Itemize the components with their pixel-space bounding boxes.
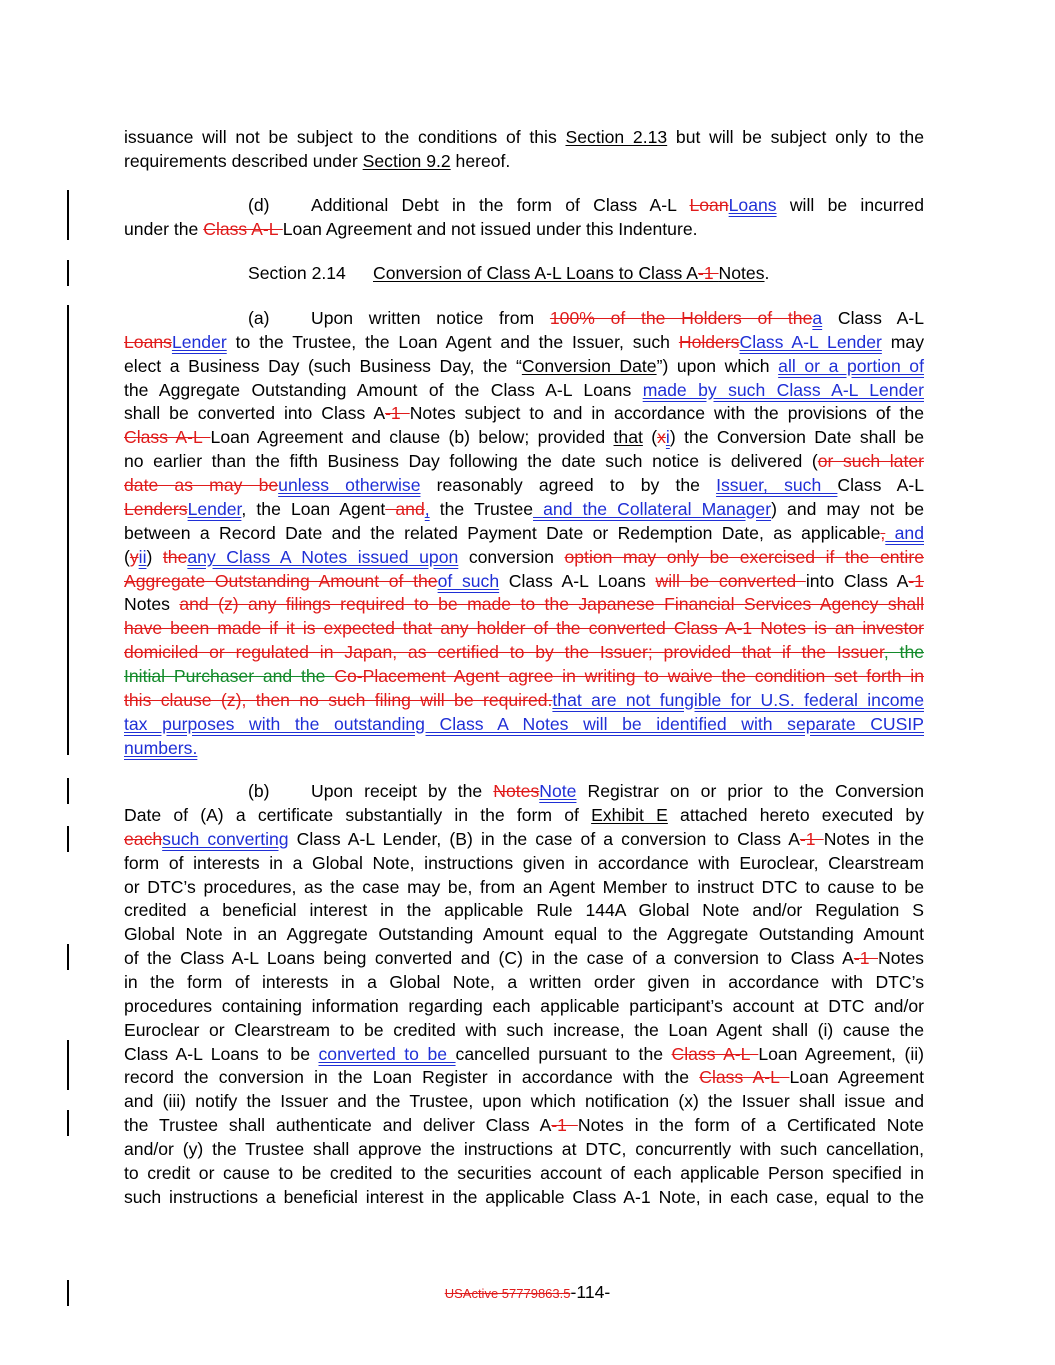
- change-bar: [67, 1110, 69, 1136]
- paragraph-b-line: and (iii) notify the Issuer and the Trustee, upon which notification (x) the Issuer shall issue and: [124, 1091, 924, 1111]
- change-bar: [67, 1040, 69, 1090]
- paragraph-b-line: eachsuch converting Class A-L Lender, (B) in the case of a conversion to Class A-1 Notes in the: [124, 829, 924, 849]
- paragraph-b-line: Euroclear or Clearstream to be credited with such increase, the Loan Agent shall (i) cause the: [124, 1020, 924, 1040]
- page-number: -114-: [570, 1282, 611, 1302]
- change-bar: [67, 944, 69, 970]
- paragraph-b-line: Date of (A) a certificate substantially in the form of Exhibit E attached hereto executed by: [124, 805, 924, 825]
- change-bar: [67, 778, 69, 804]
- section-heading: Section 2.14 Conversion of Class A-L Loans to Class A-1 Notes.: [248, 263, 770, 283]
- change-bar: [67, 826, 69, 852]
- paragraph-b-line: form of interests in a Global Note, instructions given in accordance with Euroclear, Clearstream: [124, 853, 924, 873]
- paragraph-a-line: (yii) theany Class A Notes issued upon conversion option may only be exercised if the entire: [124, 547, 924, 567]
- paragraph-d-line: under the Class A-L Loan Agreement and not issued under this Indenture.: [124, 219, 698, 239]
- paragraph-b-line: the Trustee shall authenticate and deliver Class A-1 Notes in the form of a Certificated Note: [124, 1115, 924, 1135]
- paragraph-a-line: Class A-L Loan Agreement and clause (b) below; provided that (xi) the Conversion Date shall be: [124, 427, 924, 447]
- paragraph-a-line: have been made if it is expected that any holder of the converted Class A-1 Notes is an investor: [124, 618, 924, 638]
- paragraph-a-line: LoansLender to the Trustee, the Loan Agent and the Issuer, such HoldersClass A-L Lender may: [124, 332, 924, 352]
- paragraph-b-line: Global Note in an Aggregate Outstanding Amount equal to the Aggregate Outstanding Amount: [124, 924, 924, 944]
- paragraph-label: (b): [248, 781, 270, 801]
- exhibit-reference: Exhibit E: [591, 805, 668, 825]
- paragraph-label: (a): [248, 308, 270, 328]
- paragraph-b-line: credited a beneficial interest in the applicable Rule 144A Global Note and/or Regulation S: [124, 900, 924, 920]
- paragraph-b-line: record the conversion in the Loan Register in accordance with the Class A-L Loan Agreement: [124, 1067, 924, 1087]
- paragraph-a-line: tax purposes with the outstanding Class A Notes will be identified with separate CUSIP: [124, 714, 924, 734]
- paragraph-b-line: to credit or cause to be credited to the securities account of each applicable Person specified in: [124, 1163, 924, 1183]
- paragraph-line: issuance will not be subject to the conditions of this Section 2.13 but will be subject only to the: [124, 127, 924, 147]
- paragraph-b-line: of the Class A-L Loans being converted and (C) in the case of a conversion to Class A-1 Notes: [124, 948, 924, 968]
- paragraph-b-line: procedures containing information regarding each applicable participant’s account at DTC and/or: [124, 996, 924, 1016]
- paragraph-a-line: numbers.: [124, 738, 198, 758]
- paragraph-a-line: elect a Business Day (such Business Day, the “Conversion Date”) upon which all or a portion of: [124, 356, 924, 376]
- paragraph-a-line: date as may beunless otherwise reasonably agreed to by the Issuer, such Class A-L: [124, 475, 924, 495]
- paragraph-a-line: between a Record Date and the related Payment Date or Redemption Date, as applicable, and: [124, 523, 924, 543]
- paragraph-a-line: Notes and (z) any filings required to be made to the Japanese Financial Services Agency shall: [124, 594, 924, 614]
- document-id: USActive 57779863.5: [444, 1286, 571, 1301]
- paragraph-label: (d): [248, 195, 270, 215]
- paragraph-a-line: no earlier than the fifth Business Day following the date such notice is delivered (or such later: [124, 451, 924, 471]
- section-number: Section 2.14: [248, 263, 346, 283]
- page-footer: [0, 1280, 1055, 1306]
- paragraph-b-line: Class A-L Loans to be converted to be cancelled pursuant to the Class A-L Loan Agreement, (ii): [124, 1044, 924, 1064]
- section-title: Conversion of Class A-L Loans to Class A-1 Notes: [373, 263, 765, 283]
- change-bar: [67, 260, 69, 286]
- paragraph-line: requirements described under Section 9.2 hereof.: [124, 151, 511, 171]
- paragraph-b-line: and/or (y) the Trustee shall approve the instructions at DTC, concurrently with such cancellation,: [124, 1139, 924, 1159]
- paragraph-a-line: this clause (z), then no such filing will be required.that are not fungible for U.S. federal income: [124, 690, 924, 710]
- paragraph-d-line: (d) Additional Debt in the form of Class A-L LoanLoans will be incurred: [248, 195, 924, 215]
- paragraph-b-line: in the form of interests in a Global Note, a written order given in accordance with DTC’s: [124, 972, 924, 992]
- paragraph-a-line: the Aggregate Outstanding Amount of the Class A-L Loans made by such Class A-L Lender: [124, 380, 924, 400]
- paragraph-a-line: shall be converted into Class A-1 Notes subject to and in accordance with the provisions of the: [124, 403, 924, 423]
- change-bar: [67, 305, 69, 755]
- paragraph-a-line: Aggregate Outstanding Amount of theof such Class A-L Loans will be converted into Class A-1: [124, 571, 924, 591]
- paragraph-a-line: LendersLender, the Loan Agent and, the Trustee and the Collateral Manager) and may not be: [124, 499, 925, 519]
- paragraph-a-line: (a) Upon written notice from 100% of the Holders of thea Class A-L: [248, 308, 924, 328]
- section-reference: Section 9.2: [362, 151, 451, 171]
- defined-term: Conversion Date: [521, 356, 657, 376]
- paragraph-a-line: domiciled or regulated in Japan, as certified to by the Issuer; provided that if the Issuer, the: [124, 642, 925, 662]
- paragraph-b-line: (b) Upon receipt by the NotesNote Registrar on or prior to the Conversion: [248, 781, 924, 801]
- change-bar: [67, 190, 69, 240]
- paragraph-b-line: or DTC’s procedures, as the case may be, from an Agent Member to instruct DTC to cause to be: [124, 877, 924, 897]
- section-reference: Section 2.13: [565, 127, 668, 147]
- paragraph-a-line: Initial Purchaser and the Co-Placement Agent agree in writing to waive the condition set forth in: [124, 666, 925, 686]
- paragraph-b-line: such instructions a beneficial interest in the applicable Class A-1 Note, in each case, equal to the: [124, 1187, 924, 1207]
